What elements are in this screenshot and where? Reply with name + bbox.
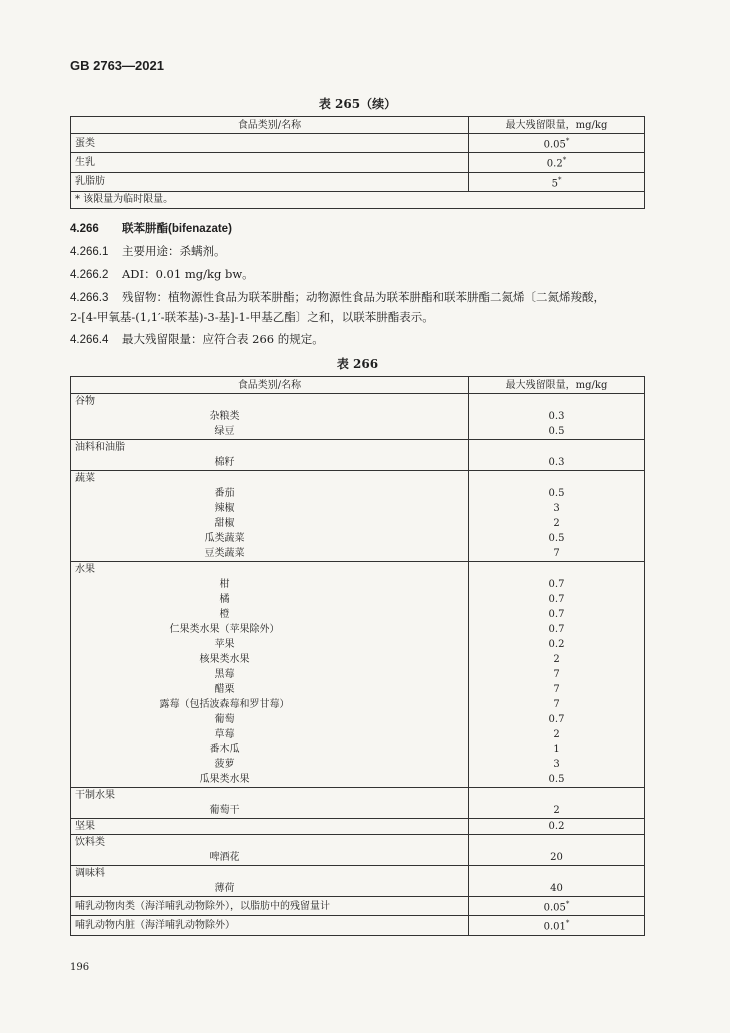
limit-value: 3: [469, 757, 645, 772]
limit-value: 0.2: [469, 819, 645, 835]
limit-value: 0.7: [469, 577, 645, 592]
group-row: [71, 440, 645, 456]
table-row: [71, 424, 645, 440]
group-row: [71, 866, 645, 882]
clause-residue-continued: 2-[4-甲氧基-(1,1′-联苯基)-3-基]-1-甲基乙酯〕之和，以联苯肼酯表示。: [70, 310, 434, 324]
limit-value: 7: [469, 667, 645, 682]
food-name: 蛋类: [71, 134, 469, 153]
group-row: [71, 788, 645, 804]
col-name-header: 食品类别/名称: [71, 117, 469, 134]
table-row: [71, 501, 645, 516]
limit-value: 0.5: [469, 772, 645, 788]
table-266-caption: 表 266: [336, 357, 379, 371]
table-row: [71, 652, 645, 667]
table-row: [71, 916, 645, 935]
table-row: [71, 727, 645, 742]
limit-value: 7: [469, 546, 645, 562]
limit-value: [469, 788, 645, 804]
limit-value: [469, 440, 645, 456]
food-name: 番茄: [71, 486, 469, 501]
limit-value: 0.2*: [469, 153, 645, 172]
food-group-name: 调味料: [71, 866, 469, 882]
food-name: 啤酒花: [71, 850, 469, 866]
table-265: [70, 116, 645, 209]
food-name: 葡萄干: [71, 803, 469, 819]
limit-value: 5*: [469, 172, 645, 191]
standard-number: GB 2763—2021: [70, 58, 164, 73]
food-name: 草莓: [71, 727, 469, 742]
food-name: 薄荷: [71, 881, 469, 897]
limit-value: [469, 562, 645, 578]
table-row: [71, 134, 645, 153]
group-row: [71, 835, 645, 851]
food-name: 棉籽: [71, 455, 469, 471]
food-name: 哺乳动物肉类（海洋哺乳动物除外），以脂肪中的残留量计: [71, 897, 469, 916]
limit-value: 2: [469, 803, 645, 819]
food-name: 核果类水果: [71, 652, 469, 667]
limit-value: 0.5: [469, 486, 645, 501]
group-row: [71, 819, 645, 835]
limit-value: 20: [469, 850, 645, 866]
food-name: 瓜果类水果: [71, 772, 469, 788]
limit-value: 0.05*: [469, 134, 645, 153]
table-row: [71, 757, 645, 772]
food-name: 醋栗: [71, 682, 469, 697]
page-number: 196: [70, 962, 90, 973]
table-row: [71, 772, 645, 788]
table-row: [71, 803, 645, 819]
col-value-header: 最大残留限量，mg/kg: [469, 117, 645, 134]
clause-residue: 4.266.3 残留物：植物源性食品为联苯肼酯；动物源性食品为联苯肼酯和联苯肼酯二氮烯〔二氮烯羧酸，: [70, 290, 605, 304]
limit-number: 0.05: [543, 902, 566, 914]
limit-number: 0.01: [543, 921, 566, 933]
limit-value: [469, 394, 645, 410]
limit-value: 0.3: [469, 409, 645, 424]
limit-value: 0.5: [469, 531, 645, 546]
table-row: [71, 409, 645, 424]
limit-value: 0.7: [469, 607, 645, 622]
food-name: 橙: [71, 607, 469, 622]
clause-mrl: 4.266.4 最大残留限量：应符合表 266 的规定。: [70, 332, 324, 346]
table-row: [71, 850, 645, 866]
food-group-name: 油料和油脂: [71, 440, 469, 456]
food-name: 黑莓: [71, 667, 469, 682]
table-header: [71, 377, 645, 394]
limit-value: [469, 916, 645, 935]
limit-value: 0.5: [469, 424, 645, 440]
limit-value: 7: [469, 697, 645, 712]
table-row: [71, 577, 645, 592]
table-row: [71, 516, 645, 531]
food-name: 辣椒: [71, 501, 469, 516]
table-row: [71, 742, 645, 757]
food-name: 葡萄: [71, 712, 469, 727]
table-row: [71, 607, 645, 622]
clause-use: 4.266.1 主要用途：杀螨剂。: [70, 244, 226, 258]
limit-value: 7: [469, 682, 645, 697]
limit-value: 2: [469, 727, 645, 742]
limit-value: 2: [469, 652, 645, 667]
table-note-row: [71, 191, 645, 208]
limit-value: [469, 866, 645, 882]
table-row: [71, 637, 645, 652]
table-row: [71, 897, 645, 916]
limit-value: 1: [469, 742, 645, 757]
food-name: 绿豆: [71, 424, 469, 440]
limit-value: 0.7: [469, 622, 645, 637]
food-name: 豆类蔬菜: [71, 546, 469, 562]
limit-value: 2: [469, 516, 645, 531]
table-row: [71, 712, 645, 727]
temporary-mark: *: [565, 919, 570, 928]
table-row: [71, 697, 645, 712]
food-name: 甜椒: [71, 516, 469, 531]
food-group-name: 坚果: [71, 819, 469, 835]
food-name: 瓜类蔬菜: [71, 531, 469, 546]
clause-adi: 4.266.2 ADI：0.01 mg/kg bw。: [70, 267, 254, 281]
table-row: [71, 531, 645, 546]
table-row: [71, 455, 645, 471]
food-name: 仁果类水果（苹果除外）: [71, 622, 469, 637]
limit-value: 40: [469, 881, 645, 897]
food-name: 露莓（包括波森莓和罗甘莓）: [71, 697, 469, 712]
col-name-header: 食品类别/名称: [71, 377, 469, 394]
limit-value: [469, 897, 645, 916]
limit-value: [469, 471, 645, 487]
table-row: [71, 153, 645, 172]
food-group-name: 干制水果: [71, 788, 469, 804]
table-row: [71, 667, 645, 682]
limit-value: 0.2: [469, 637, 645, 652]
limit-value: 0.7: [469, 592, 645, 607]
food-name: 生乳: [71, 153, 469, 172]
food-group-name: 饮料类: [71, 835, 469, 851]
food-name: 苹果: [71, 637, 469, 652]
food-name: 乳脂肪: [71, 172, 469, 191]
table-row: [71, 486, 645, 501]
table-row: [71, 622, 645, 637]
table-header: [71, 117, 645, 134]
food-name: 杂粮类: [71, 409, 469, 424]
food-group-name: 谷物: [71, 394, 469, 410]
temporary-mark: *: [565, 900, 570, 908]
group-row: [71, 562, 645, 578]
limit-value: 0.7: [469, 712, 645, 727]
food-name: 番木瓜: [71, 742, 469, 757]
food-group-name: 蔬菜: [71, 471, 469, 487]
col-value-header: 最大残留限量，mg/kg: [469, 377, 645, 394]
section-heading: 4.266 联苯肼酯(bifenazate): [70, 223, 232, 235]
food-name: 柑: [71, 577, 469, 592]
food-name: 橘: [71, 592, 469, 607]
food-name: 哺乳动物内脏（海洋哺乳动物除外）: [71, 916, 469, 935]
table-266: [70, 376, 645, 936]
food-group-name: 水果: [71, 562, 469, 578]
table-row: [71, 172, 645, 191]
table-row: [71, 682, 645, 697]
table-row: [71, 881, 645, 897]
limit-value: [469, 835, 645, 851]
table-row: [71, 592, 645, 607]
group-row: [71, 471, 645, 487]
table-note: * 该限量为临时限量。: [71, 191, 645, 208]
limit-value: 0.3: [469, 455, 645, 471]
group-row: [71, 394, 645, 410]
table-row: [71, 546, 645, 562]
limit-value: 3: [469, 501, 645, 516]
table-265-caption: 表 265（续）: [318, 97, 397, 111]
food-name: 菠萝: [71, 757, 469, 772]
